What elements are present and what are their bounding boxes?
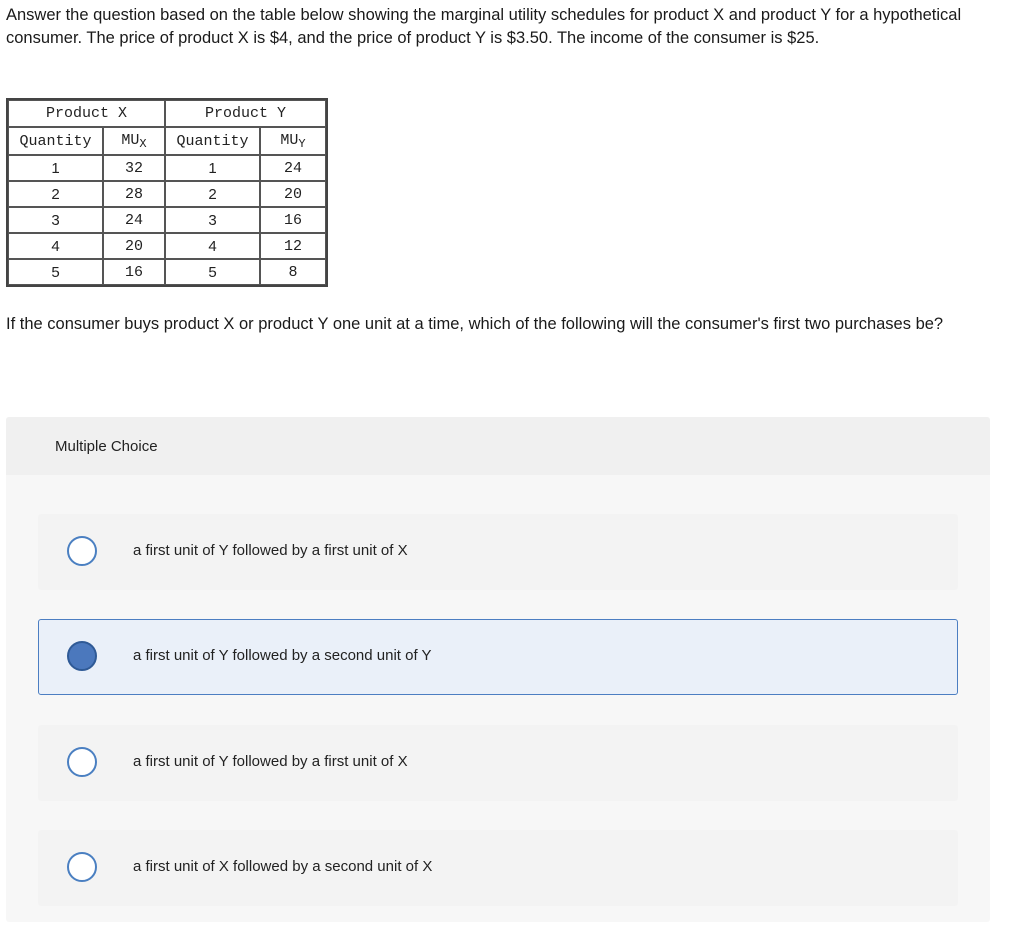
- quantity-x-cell: 1: [8, 155, 103, 181]
- radio-button-icon[interactable]: [67, 747, 97, 777]
- mu-y-cell: 12: [260, 233, 326, 259]
- quantity-y-header: Quantity: [165, 127, 260, 155]
- quantity-y-cell: 1: [165, 155, 260, 181]
- question-intro: Answer the question based on the table below showing the marginal utility schedules for product X and product Y for a hypothetical consumer. The price of product X is $4, and the price of product Y is $3.50. The income of the consumer is $25.: [6, 6, 962, 47]
- answer-option-label: a first unit of Y followed by a first unit of X: [133, 753, 408, 770]
- quantity-x-header: Quantity: [8, 127, 103, 155]
- table-row: [8, 233, 326, 259]
- quantity-y-cell: 4: [165, 233, 260, 259]
- radio-button-icon[interactable]: [67, 852, 97, 882]
- table-row: [8, 181, 326, 207]
- quantity-x-cell: 5: [8, 259, 103, 285]
- quantity-y-cell: 3: [165, 207, 260, 233]
- radio-button-icon[interactable]: [67, 536, 97, 566]
- mu-x-cell: 24: [103, 207, 165, 233]
- answer-option-2[interactable]: [38, 619, 958, 695]
- table-row: [8, 259, 326, 285]
- multiple-choice-panel: [6, 417, 990, 922]
- mu-x-cell: 16: [103, 259, 165, 285]
- mu-y-header: $MU_Y$: [260, 127, 326, 155]
- mu-y-cell: 20: [260, 181, 326, 207]
- quantity-x-cell: 3: [8, 207, 103, 233]
- answer-option-label: a first unit of Y followed by a second unit of Y: [133, 647, 432, 664]
- product-y-header: Product Y: [165, 100, 326, 127]
- mu-x-cell: 28: [103, 181, 165, 207]
- answer-option-1[interactable]: [38, 514, 958, 590]
- answer-option-4[interactable]: [38, 830, 958, 906]
- table-row: [8, 207, 326, 233]
- mu-x-header: $MU_X$: [103, 127, 165, 155]
- marginal-utility-table: [6, 98, 328, 287]
- mu-x-cell: 20: [103, 233, 165, 259]
- answer-option-label: a first unit of Y followed by a first unit of X: [133, 542, 408, 559]
- mu-y-cell: 24: [260, 155, 326, 181]
- table-row: [8, 155, 326, 181]
- answer-option-label: a first unit of X followed by a second unit of X: [133, 858, 433, 875]
- answer-option-3[interactable]: [38, 725, 958, 801]
- mu-x-cell: 32: [103, 155, 165, 181]
- mu-y-cell: 16: [260, 207, 326, 233]
- multiple-choice-header: [6, 417, 990, 475]
- quantity-y-cell: 5: [165, 259, 260, 285]
- radio-button-icon[interactable]: [67, 641, 97, 671]
- quantity-y-cell: 2: [165, 181, 260, 207]
- quantity-x-cell: 2: [8, 181, 103, 207]
- mu-y-cell: 8: [260, 259, 326, 285]
- product-x-header: Product X: [8, 100, 165, 127]
- multiple-choice-heading: Multiple Choice: [55, 438, 158, 455]
- question-text: If the consumer buys product X or product Y one unit at a time, which of the following will the consumer's first two purchases be?: [6, 315, 944, 333]
- quantity-x-cell: 4: [8, 233, 103, 259]
